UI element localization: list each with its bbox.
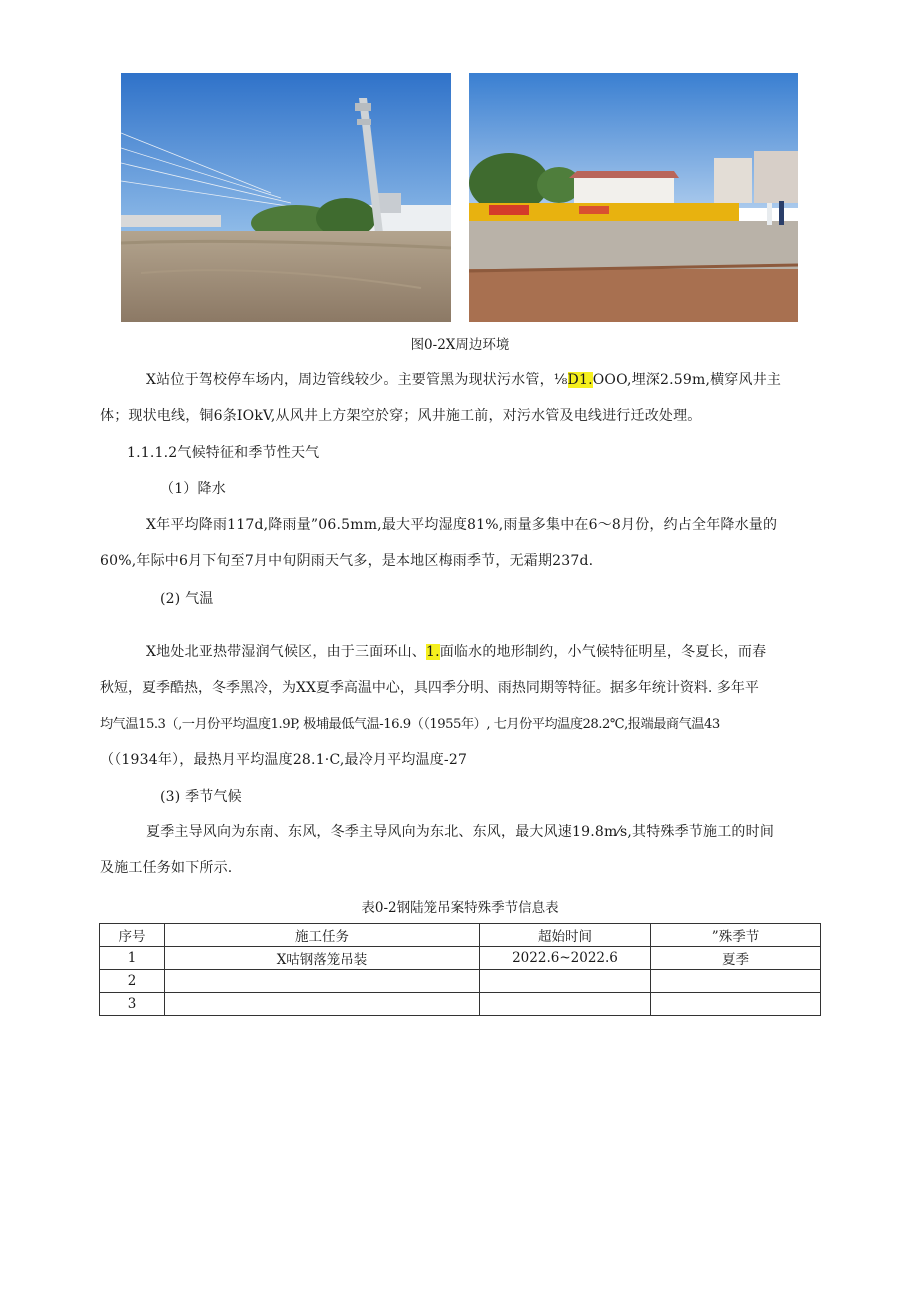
para4-line1: 夏季主导风向为东南、东风，冬季主导风向为东北、东风，最大风速19.8m⁄s,其特殊季节施工的时间 <box>146 824 775 840</box>
cell-index: 3 <box>100 993 165 1016</box>
para1-line1 <box>146 369 781 389</box>
table-row <box>100 993 821 1016</box>
para1-line1-pre: X站位于驾校停车场内，周边管线较少。主要管黑为现状污水管，⅛ <box>146 372 568 388</box>
figure-caption: 图0-2X周边环境 <box>410 337 510 353</box>
cell-season: 夏季 <box>651 947 821 970</box>
para3-line2: 秋短，夏季酷热，冬季黑冷，为XX夏季高温中心，具四季分明、雨热同期等特征。据多年统计资料. 多年平 <box>100 680 759 696</box>
construction-site-materials-photo <box>469 73 798 322</box>
table-row <box>100 970 821 993</box>
para2-line1: X年平均降雨117d,降雨量”06.5mm,最大平均湿度81%,雨量多集中在6～8月份，约占全年降水量的 <box>146 517 778 533</box>
para1-line1-post: OOO,埋深2.59m,横穿风井主 <box>592 372 782 388</box>
cell-index: 2 <box>100 970 165 993</box>
para3-line3: 均气温15.3（,一月份平均温度1.9P, 极埔最低气温-16.9（（1955年）, 七月份平均温度28.2℃,报端最商气温43 <box>100 717 720 732</box>
subheading-precipitation: （1）降水 <box>160 481 226 497</box>
cell-task <box>165 970 480 993</box>
subheading-temperature: (2) 气温 <box>160 591 214 607</box>
cell-season <box>651 993 821 1016</box>
table-row <box>100 947 821 970</box>
site-photo-left <box>121 73 451 322</box>
table-header-row <box>100 924 821 947</box>
para1-line2: 体；现状电线，铜6条IOkV,从风井上方架空於穿；风井施工前，对污水管及电线进行迁改处理。 <box>100 408 702 424</box>
col-header-season: ”殊季节 <box>651 924 821 947</box>
cell-task <box>165 993 480 1016</box>
highlight-mark: D1. <box>567 372 593 388</box>
cell-time: 2022.6~2022.6 <box>480 947 651 970</box>
construction-site-power-tower-photo <box>121 73 451 322</box>
para3-line1 <box>146 641 766 661</box>
subheading-seasonal-climate: (3) 季节气候 <box>160 789 242 805</box>
cell-season <box>651 970 821 993</box>
para4-line2: 及施工任务如下所示. <box>100 860 233 876</box>
col-header-task: 施工任务 <box>165 924 480 947</box>
col-header-index: 序号 <box>100 924 165 947</box>
table-title: 表0-2钢陆笼吊案特殊季节信息表 <box>361 900 559 916</box>
cell-index: 1 <box>100 947 165 970</box>
cell-task: X咕钢落笼吊装 <box>165 947 480 970</box>
para2-line2: 60%,年际中6月下旬至7月中旬阴雨天气多，是本地区梅雨季节，无霜期237d. <box>100 553 594 569</box>
special-season-table <box>99 923 821 1016</box>
site-photo-right <box>469 73 798 322</box>
cell-time <box>480 993 651 1016</box>
section-heading-climate: 1.1.1.2气候特征和季节性天气 <box>127 445 320 461</box>
para3-line1-post: 面临水的地形制约，小气候特征明星，冬夏长，而春 <box>439 644 767 660</box>
para3-line1-pre: X地处北亚热带湿润气候区，由于三面环山、 <box>146 644 426 660</box>
highlight-mark: 1. <box>425 644 440 660</box>
para3-line4: （（1934年），最热月平均温度28.1·C,最冷月平均温度-27 <box>100 752 468 768</box>
col-header-time: 超始时间 <box>480 924 651 947</box>
cell-time <box>480 970 651 993</box>
